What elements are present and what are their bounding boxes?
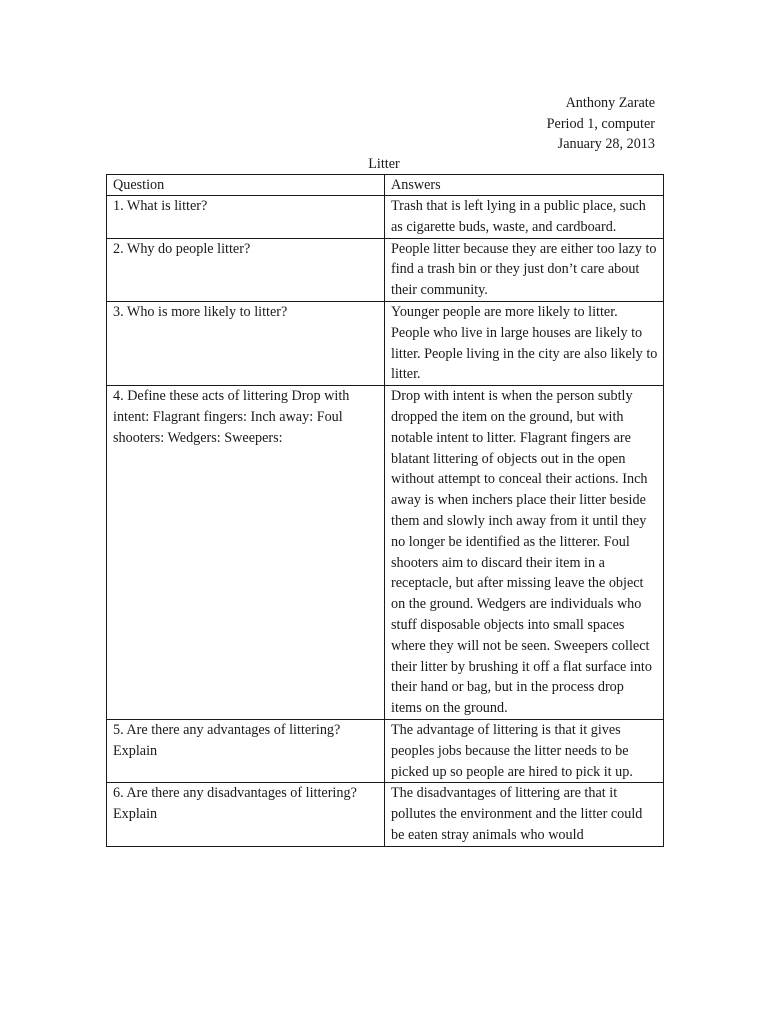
answer-cell: The advantage of littering is that it gives peoples jobs because the litter needs to be picked up so people are hired to pick it up. <box>385 719 664 782</box>
question-cell: 2. Why do people litter? <box>107 238 385 301</box>
question-cell: 3. Who is more likely to litter? <box>107 301 385 385</box>
table-row <box>107 783 664 846</box>
answer-cell: People litter because they are either too lazy to find a trash bin or they just don’t care about their community. <box>385 238 664 301</box>
question-cell: 6. Are there any disadvantages of littering? Explain <box>107 783 385 846</box>
author-name: Anthony Zarate <box>565 95 655 111</box>
table-row <box>107 196 664 239</box>
answers-column-header: Answers <box>385 175 664 196</box>
answer-cell: Drop with intent is when the person subtly dropped the item on the ground, but with notable intent to litter. Flagrant fingers are blatant littering of objects out in the open without attempt to conceal their actions. Inch away is when inchers place their litter beside them and slowly inch away from it until they no longer be identified as the litterer. Foul shooters aim to discard their item in a receptacle, but after missing leave the object on the ground. Wedgers are individuals who stuff disposable objects into small spaces where they will not be seen. Sweepers collect their litter by brushing it off a flat surface into their hand or bag, but in the process drop items on the ground. <box>385 386 664 720</box>
question-column-header: Question <box>107 175 385 196</box>
question-cell: 5. Are there any advantages of littering? Explain <box>107 719 385 782</box>
question-cell: 4. Define these acts of littering Drop with intent: Flagrant fingers: Inch away: Foul shooters: Wedgers: Sweepers: <box>107 386 385 720</box>
class-period: Period 1, computer <box>546 115 655 132</box>
question-answer-table <box>106 174 664 847</box>
table-row <box>107 238 664 301</box>
answer-cell: Younger people are more likely to litter. People who live in large houses are likely to litter. People living in the city are also likely to litter. <box>385 301 664 385</box>
table-row <box>107 301 664 385</box>
document-date: January 28, 2013 <box>557 136 655 152</box>
question-cell: 1. What is litter? <box>107 196 385 239</box>
table-row <box>107 386 664 720</box>
table-header-row <box>107 175 664 196</box>
answer-cell: Trash that is left lying in a public place, such as cigarette buds, waste, and cardboard. <box>385 196 664 239</box>
page-title: Litter <box>368 156 400 172</box>
document-header <box>547 93 655 155</box>
answer-cell: The disadvantages of littering are that it pollutes the environment and the litter could be eaten stray animals who would <box>385 783 664 846</box>
table-row <box>107 719 664 782</box>
